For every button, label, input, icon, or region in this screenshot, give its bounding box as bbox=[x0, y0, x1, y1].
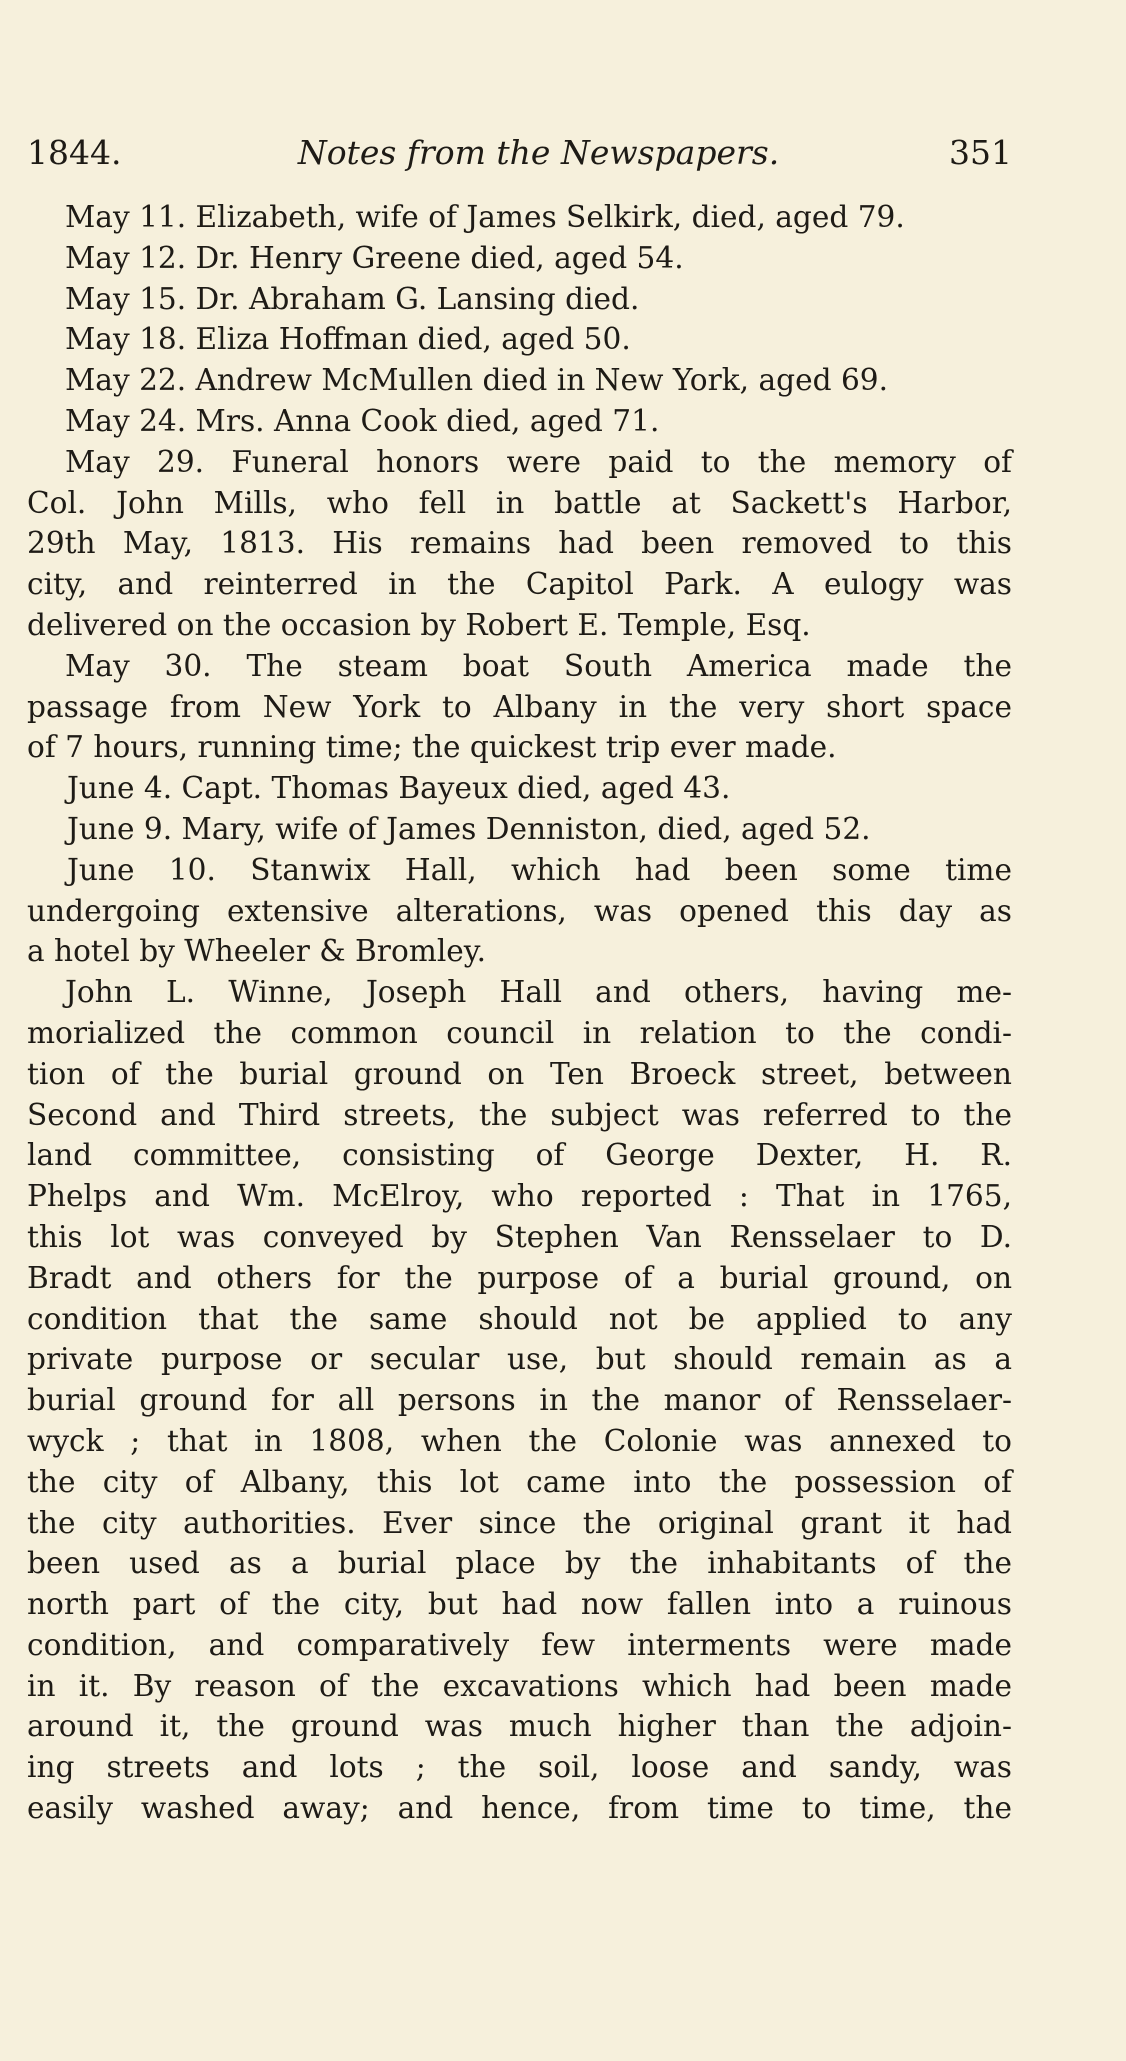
text-line: May 12. Dr. Henry Greene died, aged 54. bbox=[65, 240, 684, 275]
page-body bbox=[27, 197, 1012, 1829]
text-line: easily washed away; and hence, from time to time, the bbox=[27, 1791, 1012, 1826]
text-line: delivered on the occasion by Robert E. Temple, Esq. bbox=[27, 607, 811, 642]
text-line: Second and Third streets, the subject was referred to the bbox=[27, 1097, 1012, 1132]
text-line: undergoing extensive alterations, was opened this day as bbox=[27, 893, 1012, 928]
text-line: May 30. The steam boat South America made the bbox=[65, 648, 1012, 683]
text-line: ing streets and lots ; the soil, loose and sandy, was bbox=[27, 1750, 1012, 1785]
text-line: land committee, consisting of George Dexter, H. R. bbox=[27, 1138, 1012, 1173]
text-line: this lot was conveyed by Stephen Van Rensselaer to D. bbox=[27, 1219, 1012, 1254]
text-line: June 10. Stanwix Hall, which had been some time bbox=[67, 852, 1012, 887]
header-year: 1844. bbox=[27, 133, 122, 172]
text-line: private purpose or secular use, but should remain as a bbox=[27, 1342, 1012, 1377]
text-line: condition, and comparatively few interments were made bbox=[27, 1627, 1012, 1662]
text-line: the city of Albany, this lot came into the possession of bbox=[27, 1464, 1012, 1499]
text-line: John L. Winne, Joseph Hall and others, having me- bbox=[65, 975, 1012, 1010]
text-line: been used as a burial place by the inhabitants of the bbox=[27, 1546, 1012, 1581]
text-line: in it. By reason of the excavations which had been made bbox=[27, 1668, 1012, 1703]
text-line: May 22. Andrew McMullen died in New York, aged 69. bbox=[65, 363, 889, 398]
text-line: wyck ; that in 1808, when the Colonie was annexed to bbox=[27, 1423, 1012, 1458]
text-line: May 24. Mrs. Anna Cook died, aged 71. bbox=[65, 403, 660, 438]
text-line: Col. John Mills, who fell in battle at Sackett's Harbor, bbox=[27, 485, 1012, 520]
text-line: morialized the common council in relation to the condi- bbox=[27, 1015, 1012, 1050]
text-line: May 11. Elizabeth, wife of James Selkirk, died, aged 79. bbox=[65, 200, 905, 234]
text-line: the city authorities. Ever since the original grant it had bbox=[27, 1505, 1012, 1540]
text-line: Phelps and Wm. McElroy, who reported : That in 1765, bbox=[27, 1179, 1012, 1214]
text-line: 29th May, 1813. His remains had been removed to this bbox=[27, 526, 1012, 561]
text-line: May 29. Funeral honors were paid to the memory of bbox=[65, 444, 1012, 479]
text-line: May 15. Dr. Abraham G. Lansing died. bbox=[65, 281, 640, 316]
text-line: June 4. Capt. Thomas Bayeux died, aged 43. bbox=[67, 771, 731, 806]
text-line: passage from New York to Albany in the very short space bbox=[27, 689, 1012, 724]
text-line: burial ground for all persons in the manor of Rensselaer- bbox=[27, 1383, 1012, 1418]
text-line: tion of the burial ground on Ten Broeck street, between bbox=[27, 1056, 1012, 1091]
text-line: condition that the same should not be applied to any bbox=[27, 1301, 1012, 1336]
text-line: Bradt and others for the purpose of a burial ground, on bbox=[27, 1260, 1012, 1295]
text-line: around it, the ground was much higher than the adjoin- bbox=[27, 1709, 1012, 1744]
text-line: June 9. Mary, wife of James Denniston, died, aged 52. bbox=[67, 811, 871, 846]
text-line: May 18. Eliza Hoffman died, aged 50. bbox=[65, 322, 631, 357]
running-header bbox=[27, 133, 1012, 173]
text-line: a hotel by Wheeler & Bromley. bbox=[27, 934, 487, 969]
text-line: north part of the city, but had now fallen into a ruinous bbox=[27, 1587, 1012, 1622]
page-number: 351 bbox=[949, 133, 1012, 172]
header-title: Notes from the Newspapers. bbox=[297, 133, 780, 172]
text-line: city, and reinterred in the Capitol Park. A eulogy was bbox=[27, 567, 1012, 602]
text-line: of 7 hours, running time; the quickest trip ever made. bbox=[27, 730, 837, 765]
